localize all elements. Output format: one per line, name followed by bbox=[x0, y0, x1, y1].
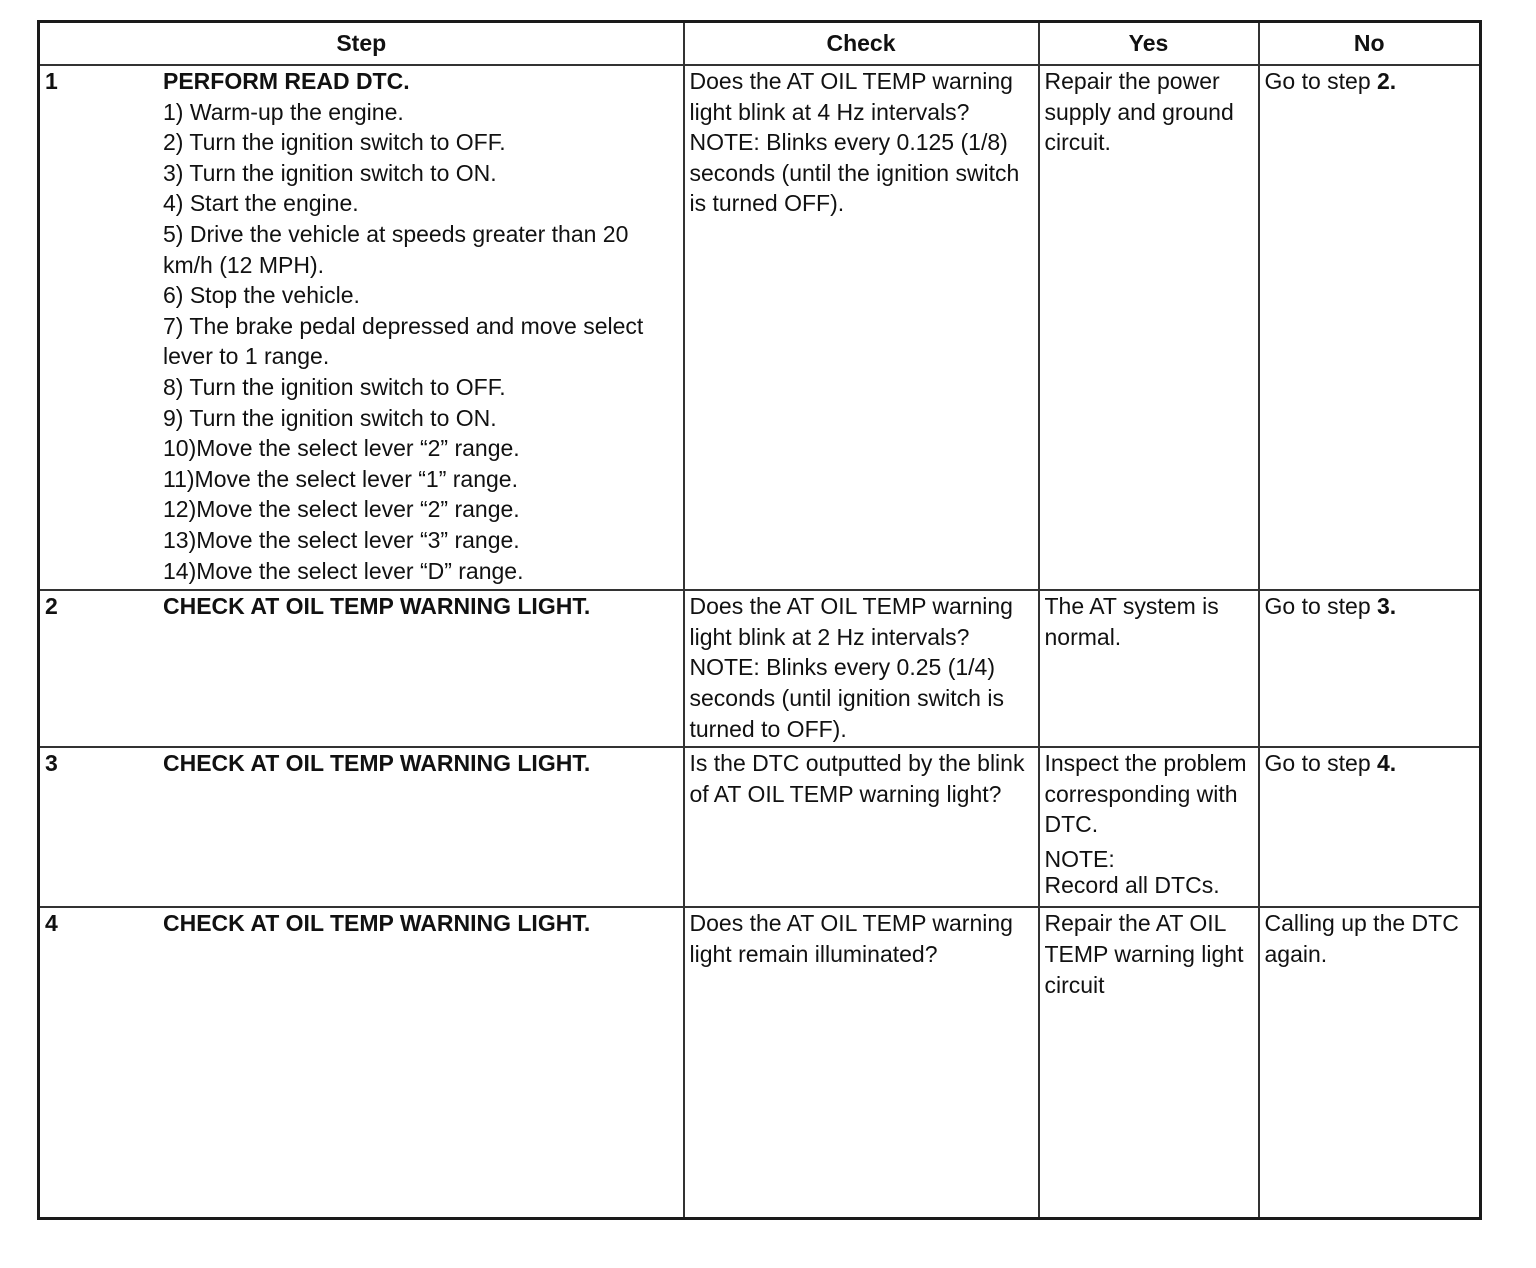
sub-step: 10)Move the select lever “2” range. bbox=[163, 435, 520, 462]
step-number: 4 bbox=[45, 910, 58, 937]
diagnostic-procedure-table bbox=[37, 20, 1482, 1220]
no-cell bbox=[1259, 907, 1481, 1218]
step-title: CHECK AT OIL TEMP WARNING LIGHT. bbox=[163, 593, 591, 620]
yes-cell bbox=[1039, 65, 1259, 590]
yes-text: Inspect the problem corresponding with DTC. bbox=[1044, 750, 1247, 838]
sub-step: 6) Stop the vehicle. bbox=[163, 282, 360, 309]
yes-note bbox=[1040, 846, 1258, 898]
check-cell bbox=[684, 590, 1039, 747]
yes-cell bbox=[1039, 747, 1259, 907]
sub-step: 13)Move the select lever “3” range. bbox=[163, 526, 520, 553]
step-title: CHECK AT OIL TEMP WARNING LIGHT. bbox=[163, 750, 591, 777]
sub-step: 7) The brake pedal depressed and move select lever to 1 range. bbox=[163, 312, 644, 370]
sub-step: 4) Start the engine. bbox=[163, 190, 359, 217]
sub-step: 1) Warm-up the engine. bbox=[163, 98, 404, 125]
note-text: Record all DTCs. bbox=[1044, 872, 1220, 899]
header-yes: Yes bbox=[1039, 22, 1259, 66]
table-row bbox=[39, 907, 1481, 1218]
header-step: Step bbox=[39, 22, 684, 66]
sub-step: 3) Turn the ignition switch to ON. bbox=[163, 159, 497, 186]
step-cell bbox=[39, 907, 684, 1218]
yes-text: Repair the AT OIL TEMP warning light circuit bbox=[1044, 910, 1244, 998]
yes-text: Repair the power supply and ground circuit. bbox=[1044, 68, 1234, 156]
step-number: 3 bbox=[45, 750, 58, 777]
yes-cell bbox=[1039, 590, 1259, 747]
note-label: NOTE: bbox=[1044, 846, 1115, 873]
step-cell bbox=[39, 590, 684, 747]
table-header-row bbox=[39, 22, 1481, 66]
table-row bbox=[39, 747, 1481, 907]
step-body bbox=[163, 908, 683, 939]
check-text: Does the AT OIL TEMP warning light blink at 2 Hz intervals? NOTE: Blinks every 0.25 (1/4) seconds (until ignition switch is turned to OFF). bbox=[689, 593, 1013, 742]
step-number: 2 bbox=[45, 593, 58, 620]
step-title: PERFORM READ DTC. bbox=[163, 68, 410, 94]
sub-step: 9) Turn the ignition switch to ON. bbox=[163, 404, 497, 431]
no-step-ref: 3. bbox=[1377, 593, 1397, 620]
step-number: 1 bbox=[45, 68, 58, 94]
sub-step: 8) Turn the ignition switch to OFF. bbox=[163, 373, 506, 400]
no-prefix: Go to step bbox=[1264, 750, 1378, 777]
table-row bbox=[39, 65, 1481, 590]
yes-cell bbox=[1039, 907, 1259, 1218]
no-prefix: Go to step bbox=[1264, 68, 1378, 94]
step-body bbox=[163, 591, 683, 622]
yes-text: The AT system is normal. bbox=[1044, 593, 1219, 650]
sub-step-list bbox=[163, 97, 677, 587]
no-cell bbox=[1259, 747, 1481, 907]
header-no: No bbox=[1259, 22, 1481, 66]
check-text: Is the DTC outputted by the blink of AT OIL TEMP warning light? bbox=[689, 750, 1025, 807]
header-check: Check bbox=[684, 22, 1039, 66]
check-cell bbox=[684, 907, 1039, 1218]
sub-step: 11)Move the select lever “1” range. bbox=[163, 465, 518, 492]
step-cell bbox=[39, 747, 684, 907]
sub-step: 14)Move the select lever “D” range. bbox=[163, 557, 524, 584]
sub-step: 5) Drive the vehicle at speeds greater than 20 km/h (12 MPH). bbox=[163, 220, 629, 278]
step-cell bbox=[39, 65, 684, 590]
check-cell bbox=[684, 747, 1039, 907]
sub-step: 12)Move the select lever “2” range. bbox=[163, 496, 520, 523]
no-step-ref: 2. bbox=[1377, 68, 1397, 94]
sub-step: 2) Turn the ignition switch to OFF. bbox=[163, 129, 506, 156]
check-cell bbox=[684, 65, 1039, 590]
no-cell bbox=[1259, 590, 1481, 747]
table-row bbox=[39, 590, 1481, 747]
step-body bbox=[163, 66, 683, 586]
no-text bbox=[1260, 66, 1480, 97]
step-title: CHECK AT OIL TEMP WARNING LIGHT. bbox=[163, 910, 591, 937]
step-body bbox=[163, 748, 683, 779]
no-cell bbox=[1259, 65, 1481, 590]
no-text bbox=[1260, 748, 1480, 779]
check-text: Does the AT OIL TEMP warning light remain illuminated? bbox=[689, 910, 1013, 967]
check-text: Does the AT OIL TEMP warning light blink at 4 Hz intervals? NOTE: Blinks every 0.125 (1/8) seconds (until the ignition switch is turned OFF). bbox=[689, 68, 1020, 217]
no-prefix: Go to step bbox=[1264, 593, 1378, 620]
no-text: Calling up the DTC again. bbox=[1264, 910, 1459, 967]
no-step-ref: 4. bbox=[1377, 750, 1397, 777]
no-text bbox=[1260, 591, 1480, 622]
